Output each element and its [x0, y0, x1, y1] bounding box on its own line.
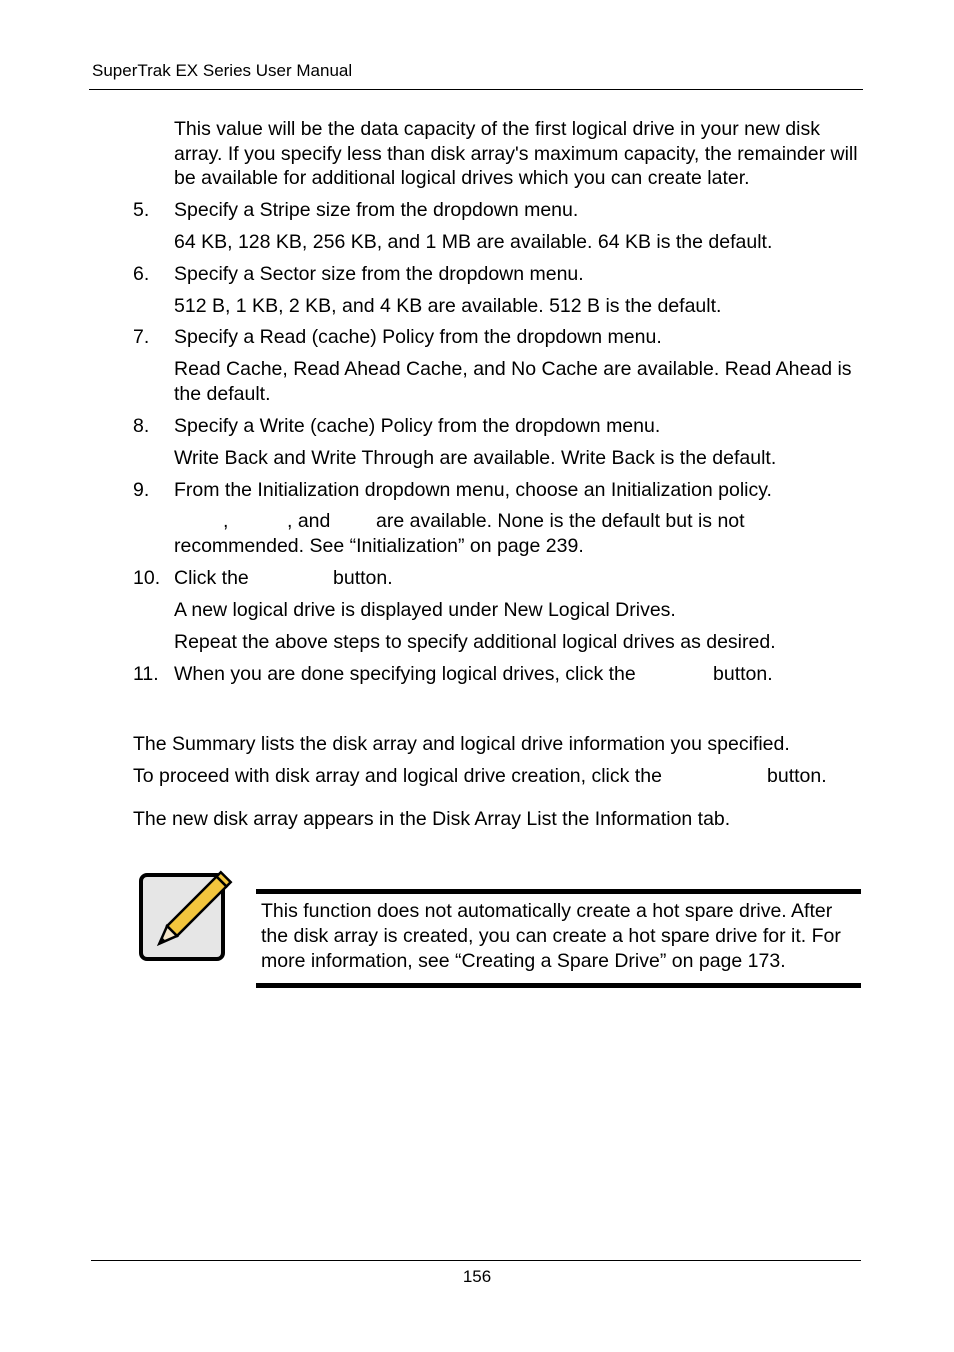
step-6-detail: 512 B, 1 KB, 2 KB, and 4 KB are available. 512 B is the default. [174, 295, 722, 317]
note-text: This function does not automatically create a hot spare drive. After the disk array is created, you can create a hot spare drive for it. For more information, see “Creating a Spare Drive” on page 173. [261, 900, 841, 972]
step-8-number: 8. [133, 415, 150, 437]
step-9-detail-line2: recommended. See “Initialization” on page 239. [174, 535, 584, 557]
step-7-text: Specify a Read (cache) Policy from the dropdown menu. [174, 326, 662, 348]
proceed-text-after: button. [767, 765, 827, 787]
manual-title: SuperTrak EX Series User Manual [92, 61, 353, 80]
step-8-text: Specify a Write (cache) Policy from the dropdown menu. [174, 415, 661, 437]
step-6-text: Specify a Sector size from the dropdown menu. [174, 263, 584, 285]
step-9-text: From the Initialization dropdown menu, choose an Initialization policy. [174, 479, 772, 501]
step-5-text: Specify a Stripe size from the dropdown menu. [174, 199, 579, 221]
step-10-number: 10. [133, 567, 161, 589]
footer-divider [91, 1260, 861, 1261]
note-bottom-rule [256, 983, 861, 988]
step-7-detail: Read Cache, Read Ahead Cache, and No Cache are available. Read Ahead is the default. [174, 358, 852, 405]
step-9-separator-1: , [223, 510, 229, 532]
step-11-number: 11. [133, 663, 159, 685]
page-number: 156 [462, 1267, 492, 1286]
intro-paragraph: This value will be the data capacity of the first logical drive in your new disk array. If you specify less than disk array's maximum capacity, the remainder will be available for additional logical drives which you can create later. [174, 118, 858, 189]
step-10-detail: A new logical drive is displayed under New Logical Drives. [174, 599, 676, 621]
header-divider [89, 89, 863, 90]
step-5-detail: 64 KB, 128 KB, 256 KB, and 1 MB are available. 64 KB is the default. [174, 231, 773, 253]
step-5-number: 5. [133, 199, 150, 221]
result-paragraph: The new disk array appears in the Disk Array List the Information tab. [133, 808, 731, 830]
proceed-text-before: To proceed with disk array and logical drive creation, click the [133, 765, 662, 787]
step-9-separator-2: , and [287, 510, 331, 532]
step-9-detail-tail: are available. None is the default but is not [376, 510, 745, 532]
note-top-rule [256, 889, 861, 894]
step-11-text-after: button. [713, 663, 773, 685]
summary-paragraph: The Summary lists the disk array and logical drive information you specified. [133, 733, 790, 755]
step-10-text-after: button. [333, 567, 393, 589]
pencil-icon [139, 864, 239, 964]
step-9-number: 9. [133, 479, 150, 501]
step-10-detail-2: Repeat the above steps to specify additional logical drives as desired. [174, 631, 776, 653]
step-11-text-before: When you are done specifying logical drives, click the [174, 663, 636, 685]
step-6-number: 6. [133, 263, 150, 285]
step-8-detail: Write Back and Write Through are available. Write Back is the default. [174, 447, 777, 469]
step-7-number: 7. [133, 326, 150, 348]
step-10-text-before: Click the [174, 567, 249, 589]
